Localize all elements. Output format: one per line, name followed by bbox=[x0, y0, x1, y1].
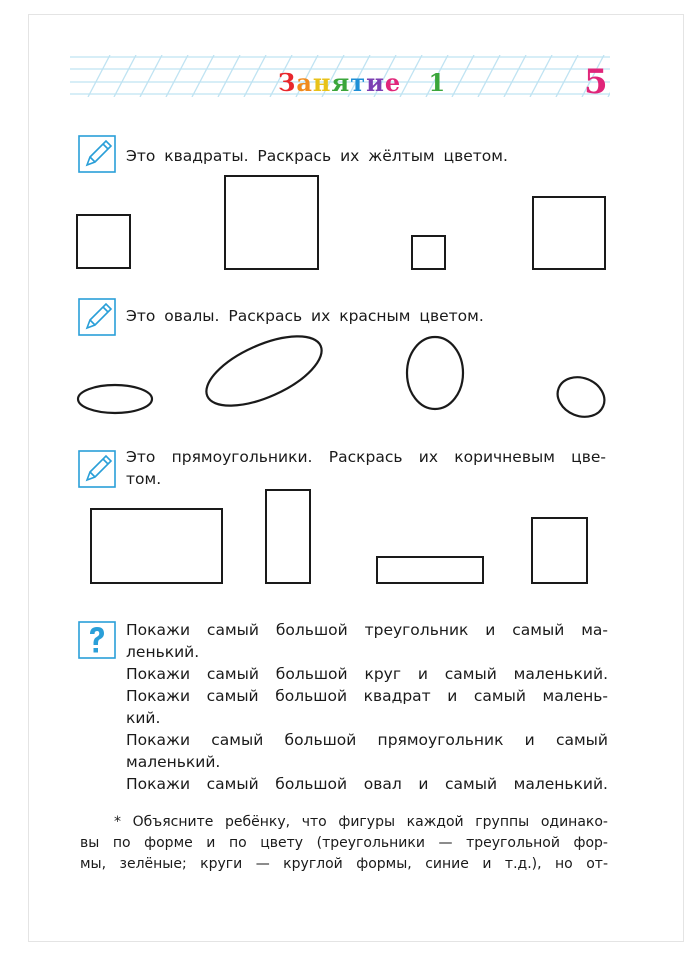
rectangle-1 bbox=[90, 508, 223, 584]
oval-1 bbox=[78, 385, 152, 413]
ovals-group bbox=[70, 335, 615, 430]
lesson-letter: и bbox=[366, 68, 385, 97]
question-item: Покажи самый большой овал и самый маленький. bbox=[126, 775, 608, 793]
square-1 bbox=[76, 214, 131, 269]
pencil-icon bbox=[78, 298, 116, 336]
task-squares-text: Это квадраты. Раскрась их жёлтым цветом. bbox=[126, 147, 508, 165]
lesson-number: 1 bbox=[428, 68, 447, 97]
lesson-letter: т bbox=[350, 68, 367, 97]
rectangle-4 bbox=[531, 517, 588, 584]
question-item: Покажи самый большой квадрат и самый малень- кий. bbox=[126, 687, 608, 727]
questions-list bbox=[126, 619, 608, 795]
question-mark-icon bbox=[78, 621, 116, 659]
lesson-letter: а bbox=[296, 68, 313, 97]
rectangle-2 bbox=[265, 489, 311, 584]
lesson-letter: е bbox=[384, 68, 402, 97]
task-rectangles-line1: Это прямоугольники. Раскрась их коричневым цве- bbox=[126, 448, 606, 466]
oval-4 bbox=[552, 370, 611, 423]
lesson-letter: З bbox=[278, 68, 297, 97]
question-item: Покажи самый большой круг и самый маленький. bbox=[126, 665, 608, 683]
task-ovals-text: Это овалы. Раскрась их красным цветом. bbox=[126, 307, 484, 325]
page-number: 5 bbox=[584, 62, 608, 102]
lesson-letter: я bbox=[331, 68, 351, 97]
square-3 bbox=[411, 235, 446, 270]
lesson-word bbox=[278, 68, 401, 97]
square-4 bbox=[532, 196, 606, 270]
square-2 bbox=[224, 175, 319, 270]
oval-2 bbox=[197, 335, 331, 420]
question-item: Покажи самый большой прямоугольник и самый маленький. bbox=[126, 731, 608, 771]
question-item: Покажи самый большой треугольник и самый ма- ленький. bbox=[126, 621, 608, 661]
rectangle-3 bbox=[376, 556, 484, 584]
pencil-icon bbox=[78, 135, 116, 173]
oval-3 bbox=[407, 337, 463, 409]
pencil-icon bbox=[78, 450, 116, 488]
task-rectangles-line2: том. bbox=[126, 470, 162, 488]
task-rectangles-text bbox=[126, 446, 606, 490]
lesson-letter: н bbox=[312, 68, 332, 97]
lesson-title bbox=[278, 68, 446, 97]
parent-footnote: * Объясните ребёнку, что фигуры каждой группы одинако- вы по форме и по цвету (треугольники — треугольной фор- мы, зелёные; круги — круглой формы, синие и т.д.), но от- bbox=[80, 814, 608, 872]
